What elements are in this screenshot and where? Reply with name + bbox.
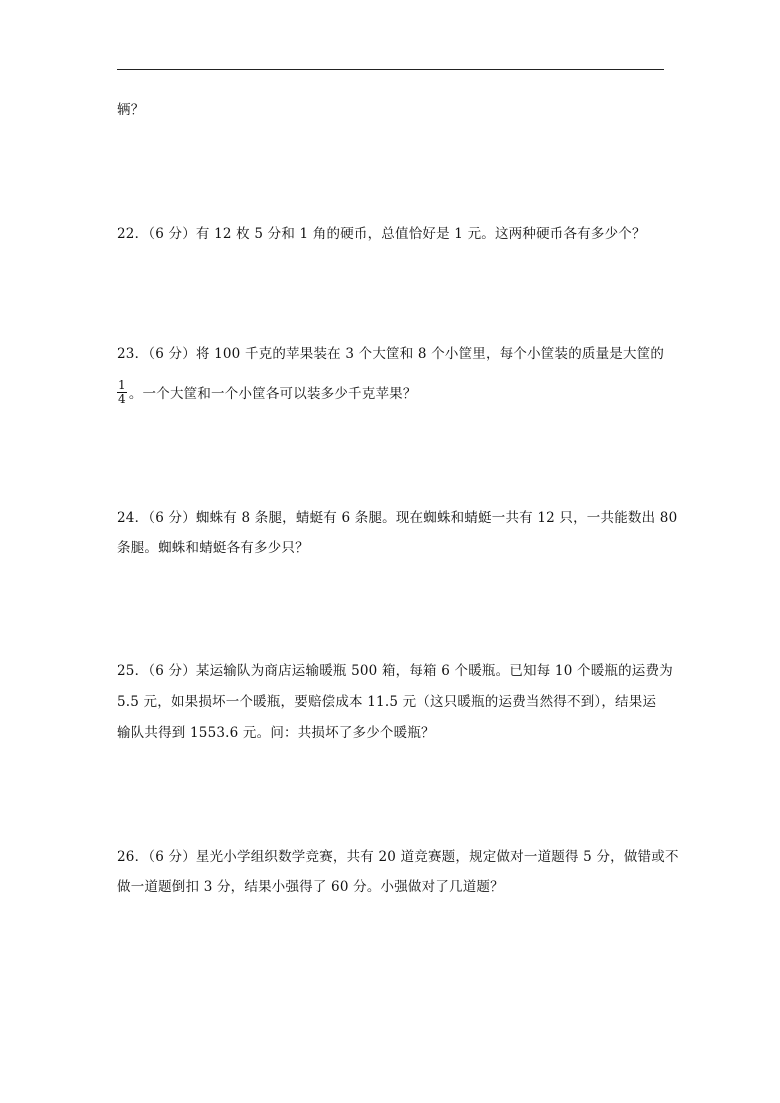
question-25-line-1: 25．（6 分）某运输队为商店运输暖瓶 500 箱，每箱 6 个暖瓶。已知每 10 个暖瓶的运费为	[117, 663, 673, 679]
question-23-line-1: 23．（6 分）将 100 千克的苹果装在 3 个大筐和 8 个小筐里，每个小筐装的质量是大筐的	[117, 346, 665, 362]
fraction-one-quarter	[117, 379, 127, 406]
question-22-line-1: 22．（6 分）有 12 枚 5 分和 1 角的硬币，总值恰好是 1 元。这两种硬币各有多少个？	[117, 226, 646, 242]
question-26-line-2: 做一道题倒扣 3 分，结果小强得了 60 分。小强做对了几道题？	[117, 879, 504, 895]
question-24-line-1: 24．（6 分）蜘蛛有 8 条腿，蜻蜓有 6 条腿。现在蜘蛛和蜻蜓一共有 12 只，一共能数出 80	[117, 510, 678, 526]
question-25-line-3: 输队共得到 1553.6 元。问：共损坏了多少个暖瓶？	[117, 725, 435, 741]
question-25-line-2: 5.5 元，如果损坏一个暖瓶，要赔偿成本 11.5 元（这只暖瓶的运费当然得不到），结果运	[117, 694, 657, 710]
fraction-numerator: 1	[118, 377, 126, 392]
header-rule	[117, 69, 664, 70]
fraction-denominator: 4	[118, 391, 126, 406]
question-23-line-2	[117, 372, 417, 412]
question-24-line-2: 条腿。蜘蛛和蜻蜓各有多少只？	[117, 540, 309, 556]
continuation-text: 辆？	[117, 102, 145, 118]
question-23-line-2-text: 。一个大筐和一个小筐各可以装多少千克苹果？	[128, 386, 417, 402]
question-26-line-1: 26．（6 分）星光小学组织数学竞赛，共有 20 道竞赛题，规定做对一道题得 5 分，做错或不	[117, 849, 679, 865]
